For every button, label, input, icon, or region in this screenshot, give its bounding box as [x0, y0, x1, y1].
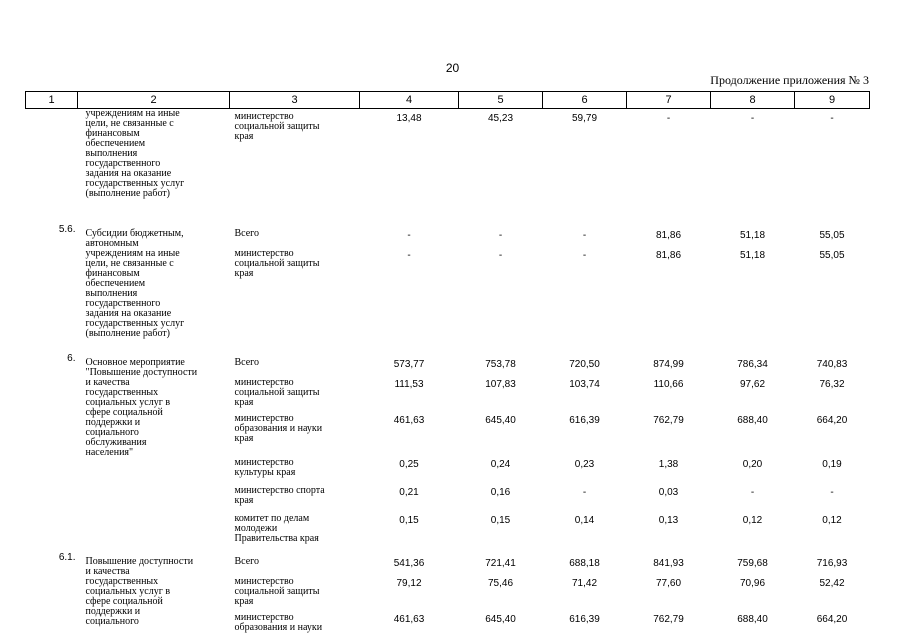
value-cell [360, 549, 459, 638]
table-row [26, 221, 870, 350]
executor-label: Всего [234, 555, 260, 567]
value: 759,68 [737, 557, 768, 569]
column-header: 7 [627, 92, 711, 109]
value: - [750, 486, 755, 498]
description-cell [78, 221, 230, 350]
value: 59,79 [571, 113, 598, 124]
value: 52,42 [819, 577, 845, 589]
value: 45,23 [487, 113, 514, 124]
value: - [830, 486, 834, 498]
executor-label: министерство спорта края [234, 484, 325, 506]
value: 720,50 [569, 358, 600, 370]
value-cell [711, 221, 795, 350]
value: 0,12 [742, 514, 763, 526]
continuation-label: Продолжение приложения № 3 [710, 73, 869, 87]
value-cell [795, 549, 870, 638]
value-cell [459, 350, 543, 549]
value-cell [459, 109, 543, 221]
value: 0,20 [742, 458, 763, 470]
value: 103,74 [569, 378, 600, 390]
value: 0,03 [658, 486, 679, 498]
value: 688,18 [569, 557, 600, 569]
executor-label: министерство образования и науки [234, 611, 323, 633]
value: 111,53 [394, 378, 424, 390]
column-header: 4 [360, 92, 459, 109]
value: 1,38 [658, 458, 679, 470]
value: 0,14 [574, 514, 595, 526]
measure-description: учреждениям на иные цели, не связанные с финансовым обеспечением выполнения государственного задания на оказание государственных услуг (выполнение работ) [85, 108, 185, 199]
value: 79,12 [396, 577, 422, 589]
executor-label: комитет по делам молодежи Правительства края [234, 512, 319, 544]
value: 0,23 [574, 458, 595, 470]
value: 81,86 [655, 249, 682, 261]
value: - [498, 229, 503, 241]
value: 0,25 [399, 458, 419, 470]
unit-cell [230, 549, 360, 638]
value: - [582, 229, 587, 241]
column-header: 8 [711, 92, 795, 109]
measure-description: Основное мероприятие "Повышение доступности и качества государственных социальных услуг в сфере социальной поддержки и социального обслуживания населения" [85, 356, 198, 458]
value: 688,40 [737, 414, 768, 426]
executor-label: министерство социальной защиты края [234, 247, 320, 279]
value: 645,40 [485, 613, 516, 625]
value: - [582, 249, 587, 261]
value: 721,41 [485, 557, 516, 569]
value: 616,39 [569, 613, 600, 625]
value: - [666, 113, 671, 124]
value: 55,05 [819, 249, 845, 261]
value: 0,21 [399, 486, 419, 498]
value: 71,42 [571, 577, 598, 589]
page-number: 20 [445, 61, 460, 75]
header-row [26, 92, 870, 109]
value: 461,63 [393, 613, 425, 625]
executor-label: Всего [234, 356, 260, 368]
value: 664,20 [816, 414, 848, 426]
value: 76,32 [819, 378, 845, 390]
value: 0,13 [658, 514, 679, 526]
value: 753,78 [485, 358, 516, 370]
row-number [26, 109, 78, 221]
executor-label: министерство культуры края [234, 456, 296, 478]
row-number: 5.6. [58, 223, 76, 235]
value-cell [711, 350, 795, 549]
value-cell [543, 549, 627, 638]
value-cell [459, 549, 543, 638]
measure-description: Субсидии бюджетным, автономным учреждениям на иные цели, не связанные с финансовым обеспечением выполнения государственного задания на оказание государственных услуг (выполнение работ) [85, 227, 185, 339]
description-cell [78, 109, 230, 221]
value-cell [459, 221, 543, 350]
value: 573,77 [393, 358, 425, 370]
value-cell [360, 109, 459, 221]
value: 0,24 [490, 458, 511, 470]
value: 0,19 [822, 458, 842, 470]
value: 762,79 [653, 414, 684, 426]
column-header: 3 [230, 92, 360, 109]
value: 841,93 [653, 557, 684, 569]
value: 762,79 [653, 613, 684, 625]
value: - [582, 486, 587, 498]
value-cell [360, 350, 459, 549]
value-cell [627, 109, 711, 221]
executor-label: Всего [234, 227, 260, 239]
value: 75,46 [487, 577, 514, 589]
value-cell [627, 549, 711, 638]
value: 77,60 [655, 577, 682, 589]
column-header: 6 [543, 92, 627, 109]
unit-cell [230, 221, 360, 350]
value: 51,18 [739, 229, 766, 241]
row-number: 6.1. [58, 551, 76, 563]
column-header: 5 [459, 92, 543, 109]
column-header: 1 [26, 92, 78, 109]
value: - [750, 113, 755, 124]
value-cell [360, 221, 459, 350]
value: 0,15 [490, 514, 511, 526]
table-row [26, 350, 870, 549]
table-row [26, 109, 870, 221]
value-cell [543, 221, 627, 350]
table-body [26, 109, 870, 638]
measure-description: Повышение доступности и качества государственных социальных услуг в сфере социальной поддержки и социального [85, 555, 194, 627]
value: 97,62 [739, 378, 766, 390]
unit-cell [230, 109, 360, 221]
value: 0,15 [399, 514, 419, 526]
value-cell [795, 221, 870, 350]
value: - [407, 229, 411, 241]
executor-label: министерство социальной защиты края [234, 111, 320, 142]
value-cell [627, 350, 711, 549]
value: 81,86 [655, 229, 682, 241]
description-cell [78, 549, 230, 638]
value: 0,12 [822, 514, 842, 526]
value: 645,40 [485, 414, 516, 426]
value-cell [543, 109, 627, 221]
unit-cell [230, 350, 360, 549]
value: 110,66 [653, 378, 684, 390]
row-number: 6. [67, 352, 76, 364]
value: 461,63 [393, 414, 425, 426]
value: 55,05 [819, 229, 845, 241]
value: 688,40 [737, 613, 768, 625]
value: 664,20 [816, 613, 848, 625]
value: 0,16 [490, 486, 511, 498]
value: - [498, 249, 503, 261]
value: 70,96 [739, 577, 766, 589]
value: 740,83 [816, 358, 848, 370]
value-cell [795, 109, 870, 221]
value-cell [795, 350, 870, 549]
value: 541,36 [393, 557, 425, 569]
value: 716,93 [816, 557, 848, 569]
value-cell [711, 109, 795, 221]
value: 51,18 [739, 249, 766, 261]
value: - [407, 249, 411, 261]
column-header: 9 [795, 92, 870, 109]
executor-label: министерство социальной защиты края [234, 376, 320, 408]
value: 874,99 [653, 358, 684, 370]
executor-label: министерство образования и науки края [234, 412, 323, 444]
executor-label: министерство социальной защиты края [234, 575, 320, 607]
value: 616,39 [569, 414, 600, 426]
description-cell [78, 350, 230, 549]
table-row [26, 549, 870, 638]
value: 786,34 [737, 358, 768, 370]
value: 107,83 [485, 378, 516, 390]
value-cell [627, 221, 711, 350]
column-header: 2 [78, 92, 230, 109]
value: 13,48 [396, 113, 422, 124]
value-cell [711, 549, 795, 638]
value-cell [543, 350, 627, 549]
budget-table [25, 91, 870, 638]
value: - [830, 113, 834, 124]
